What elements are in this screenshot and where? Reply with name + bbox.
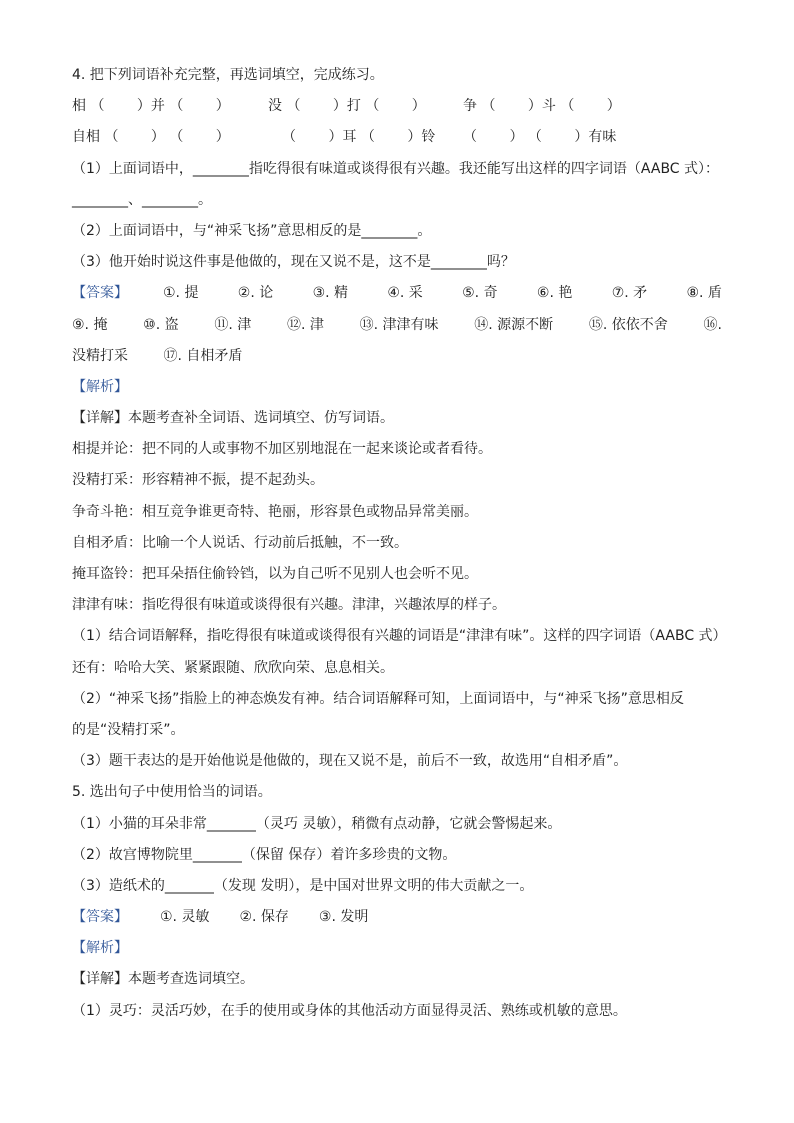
q5-sub1: （1）小猫的耳朵非常_______（灵巧 灵敏），稍微有点动静，它就会警惕起来。 (72, 815, 562, 832)
fill-group: 自相 （ ） （ ） (72, 129, 230, 146)
q4-fill-row-2 (72, 122, 722, 153)
fill-group: （ ）耳 （ ）铃 (282, 129, 436, 146)
q4-analysis-label: 【解析】 (72, 378, 128, 395)
q4-answer-row-2 (72, 310, 722, 341)
answer-item: ①. 灵敏 (160, 909, 210, 926)
q4-sub2: （2）上面词语中，与“神采飞扬”意思相反的是________。 (72, 222, 432, 239)
q4-title: 4. 把下列词语补充完整，再选词填空，完成练习。 (72, 67, 384, 83)
answer-items (163, 278, 722, 309)
answer-item: ⑮. 依依不舍 (588, 316, 668, 333)
answer-item: ⑯. (703, 316, 722, 333)
q4-answer-row-3 (72, 341, 722, 372)
fill-group: 相 （ ）并 （ ） (72, 98, 230, 115)
q4-detail-line: （3）题干表达的是开始他说是他做的，现在又说不是，前后不一致，故选用“自相矛盾”。 (72, 753, 628, 770)
answer-label: 【答案】 (72, 285, 128, 302)
answer-item: ⑦. 矛 (611, 285, 648, 302)
q4-detail-line: 津津有味：指吃得很有味道或谈得很有兴趣。津津，兴趣浓厚的样子。 (72, 597, 506, 614)
q4-detail-line: 相提并论：把不同的人或事物不加区别地混在一起来谈论或者看待。 (72, 441, 492, 458)
answer-item: ⑥. 艳 (536, 285, 573, 302)
answer-item: ②. 论 (237, 285, 274, 302)
answer-item: ⑰. 自相矛盾 (163, 347, 243, 364)
q4-detail-line: 自相矛盾：比喻一个人说话、行动前后抵触，不一致。 (72, 534, 408, 551)
q4-detail-line: 的是“没精打采”。 (72, 721, 185, 738)
q4-detail-line: 争奇斗艳：相互竞争谁更奇特、艳丽，形容景色或物品异常美丽。 (72, 503, 478, 520)
q4-detail-line: 掩耳盗铃：把耳朵捂住偷铃铛，以为自己听不见别人也会听不见。 (72, 566, 478, 582)
answer-item: ⑩. 盗 (143, 316, 179, 333)
q5-detail-line: （1）灵巧：灵活巧妙，在手的使用或身体的其他活动方面显得灵活、熟练或机敏的意思。 (72, 1002, 627, 1019)
q4-sub1: （1）上面词语中，________指吃得很有味道或谈得很有兴趣。我还能写出这样的四字词语（AABC 式）： (72, 160, 720, 177)
answer-item: ③. 发明 (318, 909, 369, 926)
answer-item: ④. 采 (387, 285, 423, 302)
answer-label: 【答案】 (72, 909, 128, 926)
answer-item: ⑫. 津 (286, 316, 324, 333)
fill-group: （ ） （ ）有味 (463, 129, 617, 146)
q5-sub2: （2）故宫博物院里_______（保留 保存）着许多珍贵的文物。 (72, 846, 457, 863)
q4-detail-line: （2）“神采飞扬”指脸上的神态焕发有神。结合词语解释可知，上面词语中，与“神采飞扬”意思相反 (72, 690, 684, 707)
answer-item: ⑨. 掩 (72, 316, 108, 333)
q5-analysis-label: 【解析】 (72, 940, 128, 957)
answer-item: ②. 保存 (239, 909, 289, 926)
answer-item: ⑭. 源源不断 (474, 316, 554, 333)
q4-detail-line: 没精打采：形容精神不振，提不起劲头。 (72, 472, 324, 489)
document-page (72, 60, 727, 1027)
fill-group: 没 （ ）打 （ ） (268, 98, 426, 115)
q4-detail-line: （1）结合词语解释，指吃得很有味道或谈得很有兴趣的词语是“津津有味”。这样的四字词语（AABC 式） (72, 628, 727, 645)
q4-answer-row-1 (72, 278, 722, 309)
q4-fill-row-1 (72, 91, 722, 122)
answer-item: ③. 精 (312, 285, 349, 302)
fill-group: 争 （ ）斗 （ ） (463, 98, 621, 115)
q5-title: 5. 选出句子中使用恰当的词语。 (72, 784, 272, 801)
answer-item: ⑧. 盾 (686, 285, 722, 302)
q4-sub3: （3）他开始时说这件事是他做的，现在又说不是，这不是________吗？ (72, 254, 515, 271)
q4-sub1-continued: ________、________。 (72, 191, 212, 208)
answer-item: 没精打采 (72, 347, 128, 364)
q5-answer-row (72, 902, 722, 933)
answer-item: ⑬. 津津有味 (359, 316, 439, 333)
answer-item: ①. 提 (163, 285, 199, 302)
answer-item: ⑤. 奇 (462, 285, 498, 302)
q5-sub3: （3）造纸术的_______（发现 发明），是中国对世界文明的伟大贡献之一。 (72, 877, 534, 894)
q5-detail-line: 【详解】本题考查选词填空。 (72, 971, 254, 988)
q4-detail-line: 还有：哈哈大笑、紧紧跟随、欣欣向荣、息息相关。 (72, 659, 394, 676)
q4-detail-line: 【详解】本题考查补全词语、选词填空、仿写词语。 (72, 410, 394, 427)
answer-item: ⑪. 津 (214, 316, 252, 333)
